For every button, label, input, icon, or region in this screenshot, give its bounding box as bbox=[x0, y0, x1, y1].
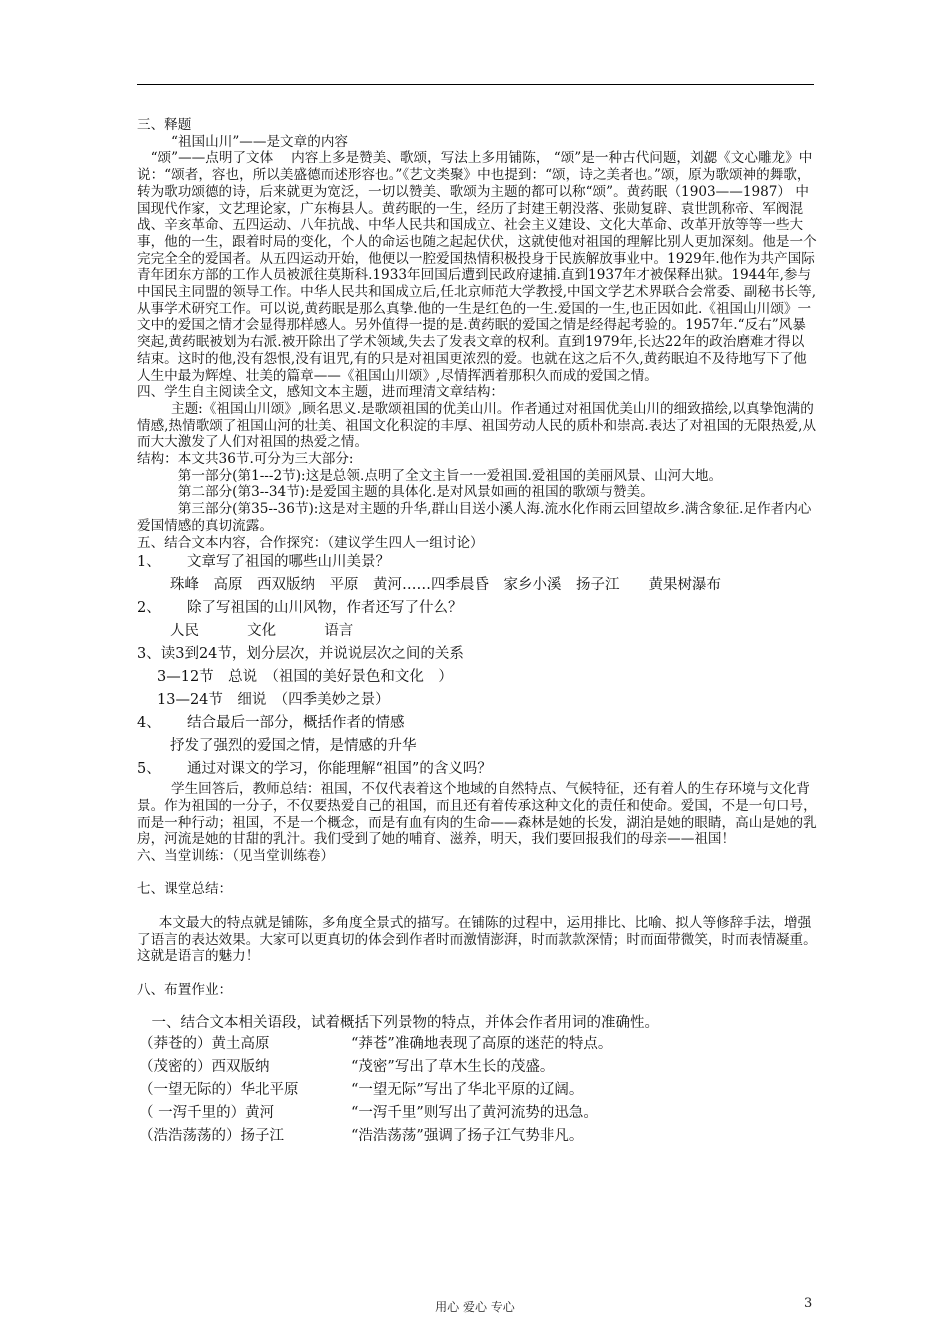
page-number: 3 bbox=[804, 1296, 813, 1311]
answer-1: 珠峰 高原 西双版纳 平原 黄河……四季晨昏 家乡小溪 扬子江 黄果树瀑布 bbox=[170, 577, 721, 594]
pair-scenery: （ 一泻千里的）黄河 bbox=[139, 1104, 275, 1121]
section-8-heading: 八、布置作业： bbox=[137, 981, 233, 998]
pair-explanation: “茂密”写出了草木生长的茂盛。 bbox=[351, 1058, 555, 1075]
pair-scenery: （莽苍的）黄土高原 bbox=[139, 1035, 270, 1052]
pair-scenery: （一望无际的）华北平原 bbox=[139, 1081, 299, 1098]
pair-explanation: “一泻千里”则写出了黄河流势的迅急。 bbox=[351, 1104, 598, 1121]
pair-explanation: “一望无际”写出了华北平原的辽阔。 bbox=[351, 1081, 584, 1098]
question-3: 3、读3到24节，划分层次，并说说层次之间的关系 bbox=[137, 646, 464, 663]
homework-pairs bbox=[137, 1033, 817, 1148]
section-3-line: “祖国山川”——是文章的内容 bbox=[171, 133, 349, 150]
structure-part-2: 第二部分(第3--34节):是爱国主题的具体化.是对风景如画的祖国的歌颂与赞美。 bbox=[177, 484, 654, 501]
pair-row bbox=[137, 1033, 817, 1056]
summary-paragraph: 本文最大的特点就是铺陈，多角度全景式的描写。在铺陈的过程中，运用排比、比喻、拟人等修辞手法，增强了语言的表达效果。大家可以更真切的体会到作者时而激情澎湃，时而款款深情；时而面带微笑，时而表情凝重。这就是语言的魅力！ bbox=[137, 914, 817, 965]
page-footer: 用心 爱心 专心 bbox=[435, 1300, 515, 1314]
homework-task: 一、结合文本相关语段，试着概括下列景物的特点，并体会作者用词的准确性。 bbox=[151, 1015, 659, 1032]
answer-4: 抒发了强烈的爱国之情，是情感的升华 bbox=[170, 738, 417, 755]
section-4-heading: 四、学生自主阅读全文，感知文本主题，进而理清文章结构： bbox=[137, 384, 505, 401]
pair-explanation: “浩浩荡荡”强调了扬子江气势非凡。 bbox=[351, 1127, 584, 1144]
header-rule bbox=[137, 84, 814, 85]
answer-3b: 13—24节 细说 （四季美妙之景） bbox=[157, 692, 390, 709]
page-content bbox=[137, 117, 817, 1148]
section-6-heading: 六、当堂训练：（见当堂训练卷） bbox=[137, 848, 335, 865]
section-3-paragraph: “颂”——点明了文体 内容上多是赞美、歌颂，写法上多用铺陈， “颂”是一种古代问题，刘勰《文心雕龙》中说：“颂者，容也，所以美盛德而述形容也。”《艺文类聚》中也提到：“颂，诗之美者也。”颂，原为歌颂神的舞歌，转为歌功颂德的诗，后来就更为宽泛，一切以赞美、歌颂为主题的都可以称“颂”。黄药眠（1903——1987） 中国现代作家，文艺理论家，广东梅县人。黄药眠的一生，经历了封建王朝没落、张勋复辟、袁世凯称帝、军阀混战、辛亥革命、五四运动、八年抗战、中华人民共和国成立、社会主义建设、文化大革命、改革开放等等一些大事，他的一生，跟着时局的变化，个人的命运也随之起起伏伏，这就使他对祖国的理解比别人更加深刻。他是一个完完全全的爱国者。从五四运动开始，他便以一腔爱国热情积极投身于民族解放事业中。1929年.他作为共产国际青年团东方部的工作人员被派往莫斯科.1933年回国后遭到民政府逮捕.直到1937年才被保释出狱。1944年,参与中国民主同盟的领导工作。中华人民共和国成立后,任北京师范大学教授,中国文学艺术界联合会常委、副秘书长等,从事学术研究工作。可以说,黄药眠是那么真挚.他的一生是红色的一生.爱国的一生,也正因如此.《祖国山川颂》一文中的爱国之情才会显得那样感人。另外值得一提的是.黄药眠的爱国之情是经得起考验的。1957年.“反右”风暴突起,黄药眠被划为右派.被开除出了学术领域,失去了发表文章的权利。直到1979年,长达22年的政治磨难才得以结束。这时的他,没有怨恨,没有诅咒,有的只是对祖国更浓烈的爱。也就在这之后不久,黄药眠迫不及待地写下了他人生中最为辉煌、壮美的篇章——《祖国山川颂》,尽情挥洒着那积久而成的爱国之情。 bbox=[137, 150, 817, 384]
pair-scenery: （浩浩荡荡的）扬子江 bbox=[139, 1127, 284, 1144]
answer-2: 人民 文化 语言 bbox=[170, 623, 354, 640]
answer-3a: 3—12节 总说 （祖国的美好景色和文化 ） bbox=[157, 669, 453, 686]
question-4: 4、 结合最后一部分，概括作者的情感 bbox=[137, 715, 405, 732]
pair-row bbox=[137, 1079, 817, 1102]
section-7-heading: 七、课堂总结： bbox=[137, 881, 233, 898]
structure-part-3: 第三部分(第35--36节):这是对主题的升华,群山目送小溪人海.流水化作雨云回望故乡.满含象征.足作者内心爱国情感的真切流露。 bbox=[137, 501, 812, 534]
question-5: 5、 通过对课文的学习，你能理解“祖国”的含义吗？ bbox=[137, 761, 492, 778]
theme-paragraph: 主题:《祖国山川颂》,顾名思义.是歌颂祖国的优美山川。作者通过对祖国优美山川的细致描绘,以真挚饱满的情感,热情歌颂了祖国山河的壮美、祖国文化积淀的丰厚、祖国劳动人民的质朴和崇高.表达了对祖国的无限热爱,从而大大激发了人们对祖国的热爱之情。 bbox=[137, 400, 817, 451]
answer-5: 学生回答后，教师总结：祖国，不仅代表着这个地域的自然特点、气候特征，还有着人的生存环境与文化背景。作为祖国的一分子，不仅要热爱自己的祖国，而且还有着传承这种文化的责任和使命。爱国，不是一句口号，而是一种行动；祖国，不是一个概念，而是有血有肉的生命——森林是她的长发，湖泊是她的眼睛，高山是她的乳房，河流是她的甘甜的乳汁。我们受到了她的哺育、滋养，明天，我们要回报我们的母亲——祖国！ bbox=[137, 781, 817, 848]
pair-scenery: （茂密的）西双版纳 bbox=[139, 1058, 270, 1075]
question-2: 2、 除了写祖国的山川风物，作者还写了什么？ bbox=[137, 600, 463, 617]
pair-row bbox=[137, 1125, 817, 1148]
section-3-heading: 三、释题 bbox=[137, 117, 192, 133]
section-5-heading: 五、结合文本内容，合作探究：（建议学生四人一组讨论） bbox=[137, 534, 484, 551]
structure-line: 结构：本文共36节.可分为三大部分: bbox=[137, 451, 354, 468]
question-1: 1、 文章写了祖国的哪些山川美景？ bbox=[137, 554, 390, 571]
structure-part-1: 第一部分(第1---2节):这是总领.点明了全文主旨一一爱祖国.爱祖国的美丽风景、山河大地。 bbox=[177, 467, 723, 484]
pair-explanation: “莽苍”准确地表现了高原的迷茫的特点。 bbox=[351, 1035, 613, 1052]
pair-row bbox=[137, 1102, 817, 1125]
pair-row bbox=[137, 1056, 817, 1079]
